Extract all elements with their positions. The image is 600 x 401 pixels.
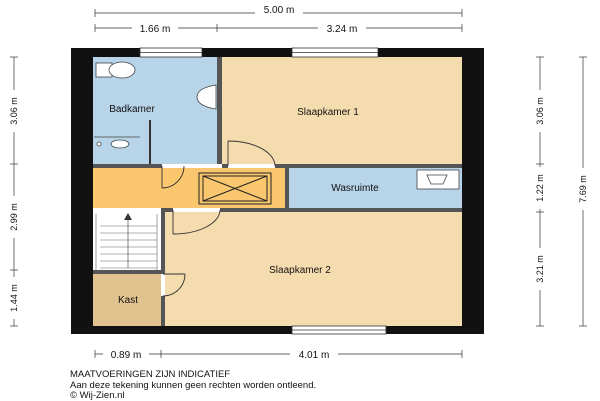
room-label-badkamer: Badkamer (109, 104, 155, 115)
footer-disclaimer-title: MAATVOERINGEN ZIJN INDICATIEF (70, 369, 231, 380)
dim-right-top: 3.06 m (535, 97, 545, 125)
room-label-slaapkamer1: Slaapkamer 1 (297, 107, 359, 118)
toilet-icon (96, 62, 135, 78)
landing-floor (93, 168, 285, 208)
bottom-window (292, 326, 386, 334)
footer-copyright: © Wij-Zien.nl (70, 390, 125, 401)
room-label-slaapkamer2: Slaapkamer 2 (269, 265, 331, 276)
room-label-wasruimte: Wasruimte (331, 183, 379, 194)
dim-top-total: 5.00 m (263, 5, 295, 16)
room-label-kast: Kast (117, 295, 139, 306)
dim-right-bottom: 3.21 m (535, 255, 545, 283)
dim-left-mid: 2.99 m (9, 203, 19, 231)
dim-bottom-left: 0.89 m (110, 350, 142, 361)
dim-right-mid: 1.22 m (535, 174, 545, 202)
dim-top-left: 1.66 m (139, 24, 171, 35)
dim-bottom-right: 4.01 m (298, 350, 330, 361)
dim-left-top: 3.06 m (9, 97, 19, 125)
dim-right-total: 7.69 m (578, 175, 588, 203)
dim-top-right: 3.24 m (326, 24, 358, 35)
dim-left-bottom: 1.44 m (9, 284, 19, 312)
footer-disclaimer-text: Aan deze tekening kunnen geen rechten worden ontleend. (70, 380, 317, 391)
washing-machine-icon (417, 170, 459, 189)
